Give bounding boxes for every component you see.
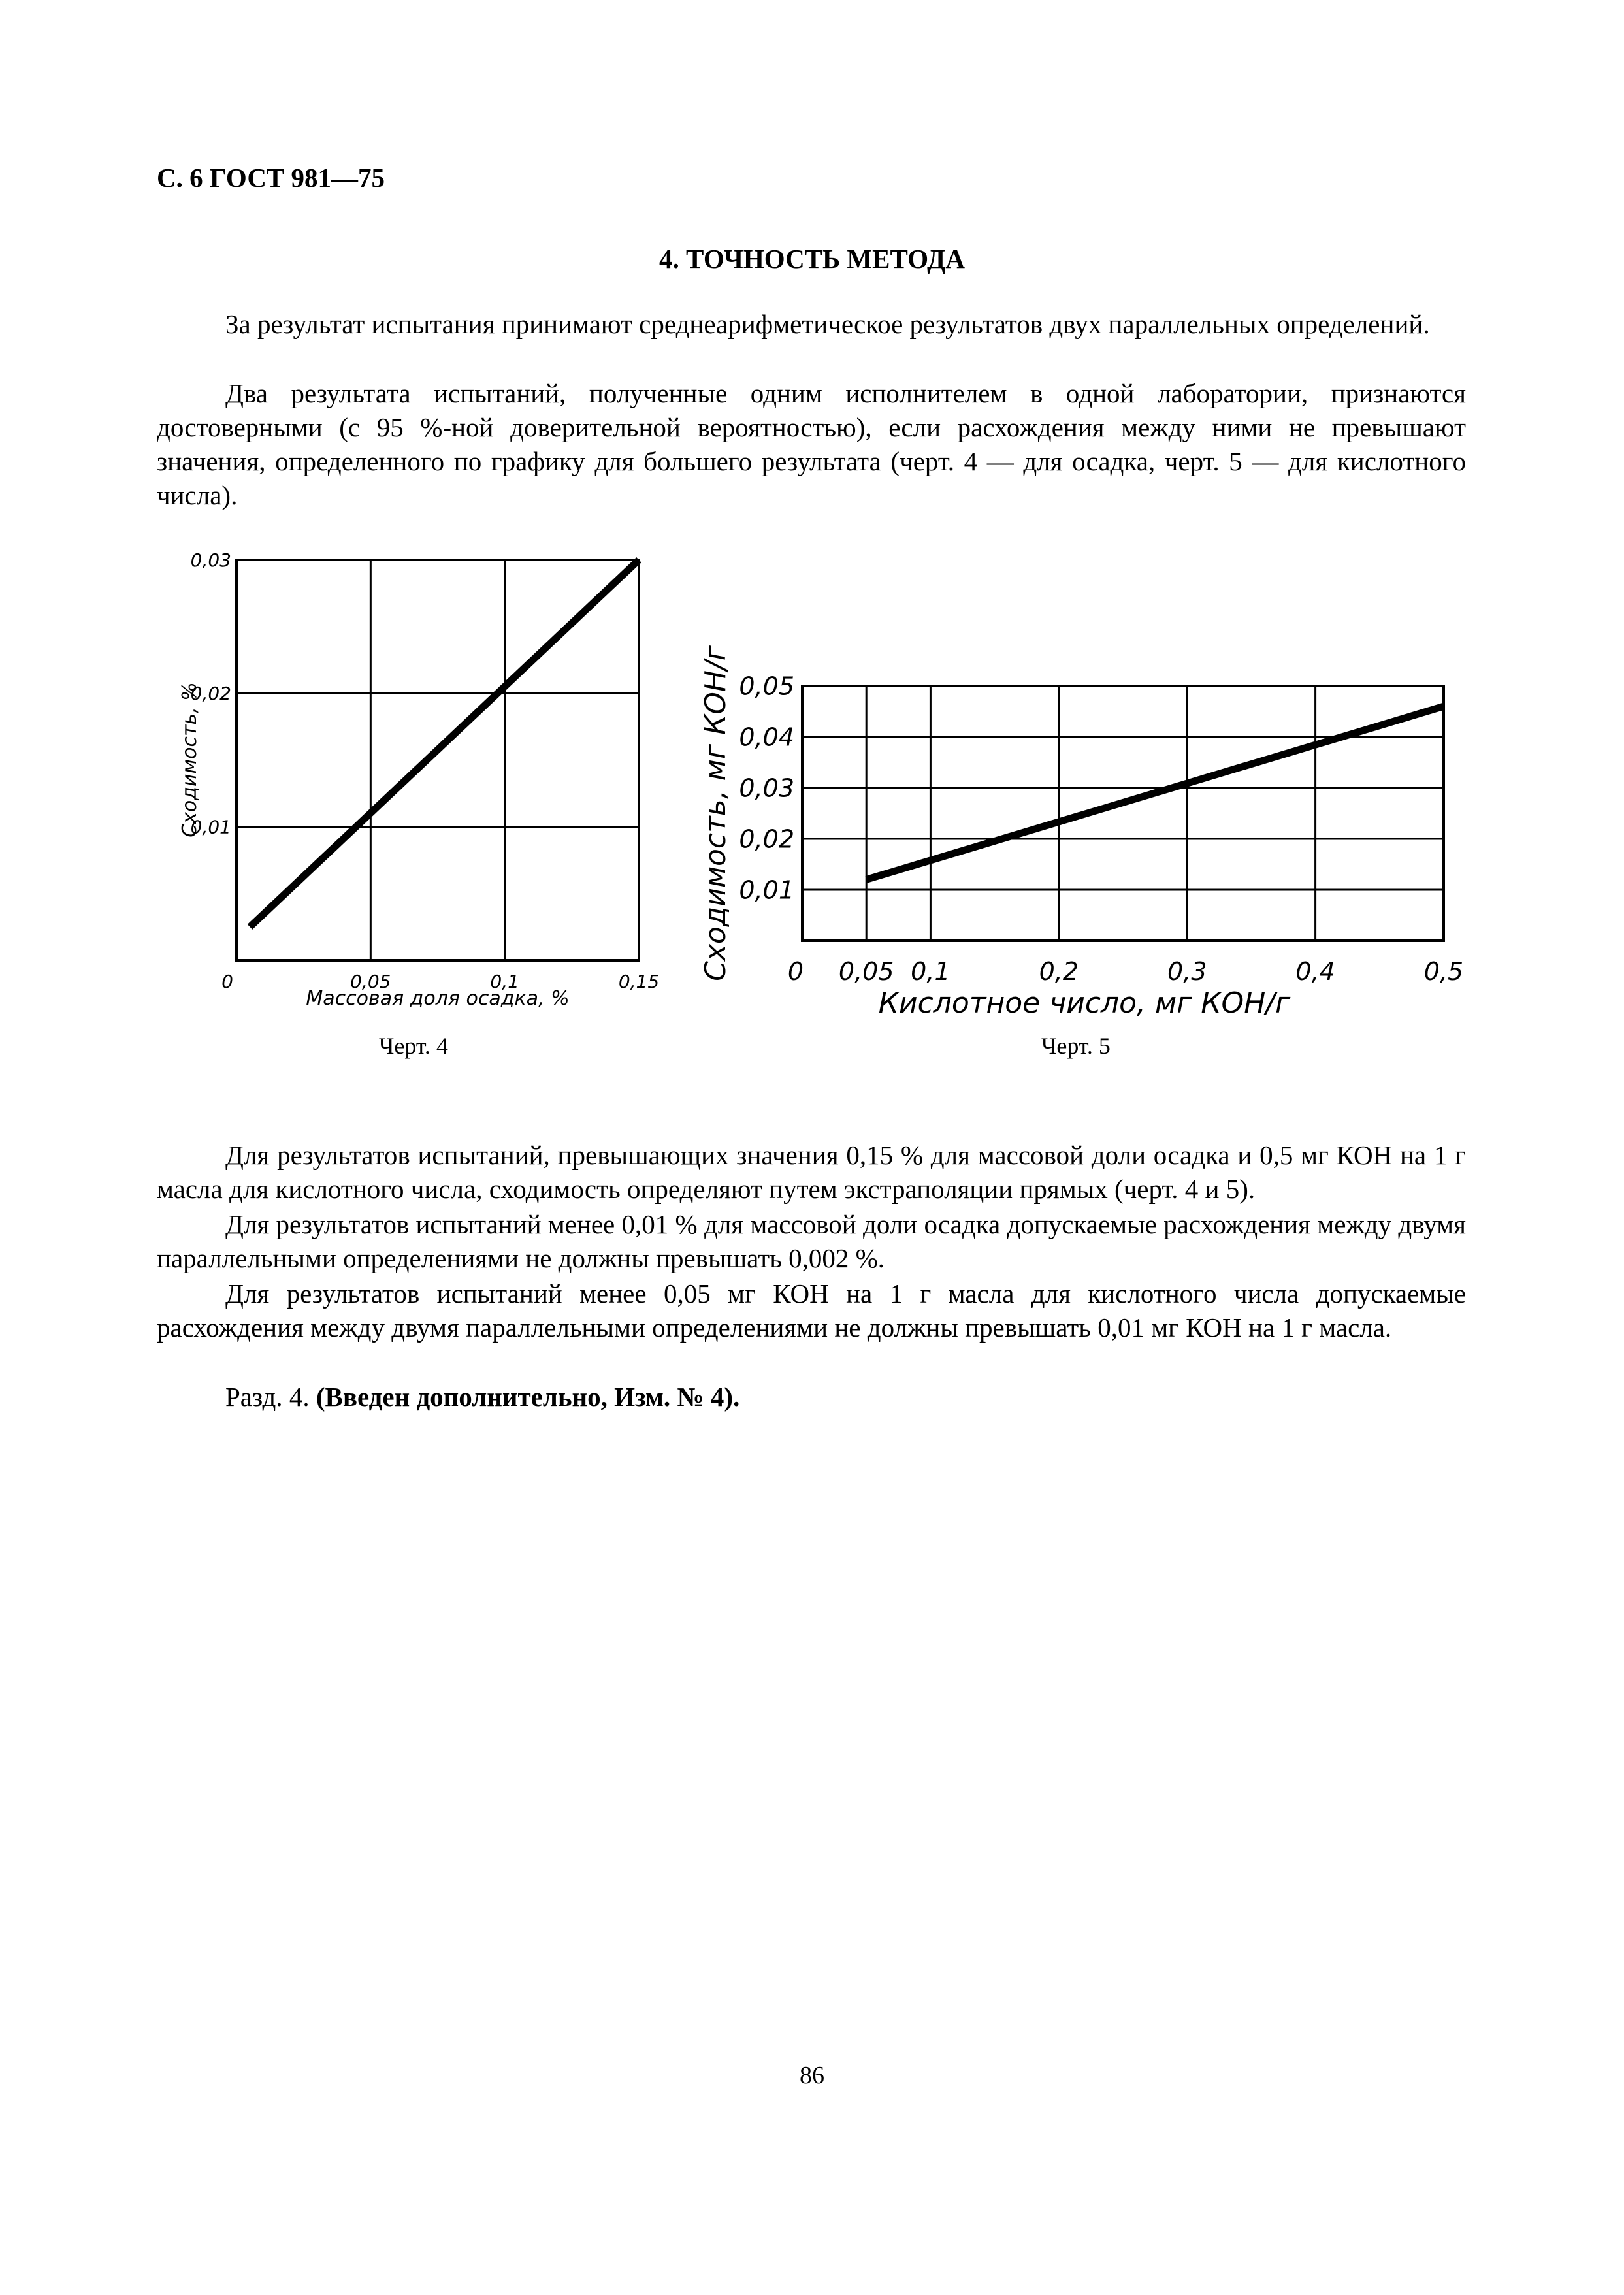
amendment-bold: (Введен дополнительно, Изм. № 4). <box>316 1382 740 1412</box>
origin-label: 0 <box>787 957 804 986</box>
paragraph-result-definition: За результат испытания принимают среднеарифметическое результатов двух параллельных определений. <box>225 309 1430 339</box>
x-axis-label: Кислотное число, мг КОН/г <box>878 986 1291 1020</box>
y-tick-label-0: 0,01 <box>190 816 231 838</box>
page-number: 86 <box>800 2062 824 2089</box>
x-tick-label-0: 0,05 <box>838 957 894 986</box>
chart-acid-number-repeatability <box>0 0 1624 1071</box>
y-tick-label-4: 0,05 <box>739 672 794 701</box>
section-title: 4. ТОЧНОСТЬ МЕТОДА <box>659 244 965 274</box>
y-tick-label-0: 0,01 <box>739 875 794 905</box>
amendment-prefix: Разд. 4. <box>225 1382 316 1412</box>
x-tick-label-0: 0,05 <box>350 971 391 992</box>
chart-4-caption: Черт. 4 <box>379 1033 448 1059</box>
y-tick-label-2: 0,03 <box>739 773 794 803</box>
paragraph-amendment-note <box>157 1380 1466 1414</box>
chart-5-caption: Черт. 5 <box>1041 1033 1111 1059</box>
paragraph-repeatability: Два результата испытаний, полученные одним исполнителем в одной лаборатории, признаются достоверными (с 95 %-ной доверительной вероятностью), если расхождения между ними не превышают значения, определенного по графику для большего результата (черт. 4 — для осадка, черт. 5 — для кислотного числа). <box>157 378 1466 510</box>
x-tick-label-1: 0,1 <box>490 971 519 992</box>
series-line-0 <box>866 706 1444 879</box>
x-tick-label-4: 0,4 <box>1295 957 1335 986</box>
paragraph-extrapolation: Для результатов испытаний, превышающих значения 0,15 % для массовой доли осадка и 0,5 мг КОН на 1 г масла для кислотного числа, сходимость определяют путем экстраполяции прямых (черт. 4 и 5). <box>157 1140 1466 1204</box>
origin-label: 0 <box>221 971 233 992</box>
x-tick-label-3: 0,3 <box>1167 957 1207 986</box>
y-tick-label-3: 0,04 <box>739 723 794 752</box>
plot-frame <box>802 686 1444 941</box>
y-tick-label-1: 0,02 <box>739 824 794 854</box>
y-tick-label-1: 0,02 <box>190 683 231 705</box>
page-header: С. 6 ГОСТ 981—75 <box>157 163 385 193</box>
x-tick-label-2: 0,15 <box>618 971 660 992</box>
x-tick-label-1: 0,1 <box>911 957 950 986</box>
paragraph-sediment-limit: Для результатов испытаний менее 0,01 % для массовой доли осадка допускаемые расхождения между двумя параллельными определениями не должны превышать 0,002 %. <box>157 1209 1466 1273</box>
x-tick-label-5: 0,5 <box>1423 957 1464 986</box>
x-tick-label-2: 0,2 <box>1039 957 1079 986</box>
y-axis-label: Сходимость, мг КОН/г <box>699 645 732 981</box>
paragraph-acid-number-limit: Для результатов испытаний менее 0,05 мг КОН на 1 г масла для кислотного числа допускаемые расхождения между двумя параллельными определениями не должны превышать 0,01 мг КОН на 1 г масла. <box>157 1278 1466 1343</box>
y-tick-label-2: 0,03 <box>190 549 231 571</box>
x-axis-label: Массовая доля осадка, % <box>306 987 570 1010</box>
y-axis-label: Сходимость, % <box>178 682 201 838</box>
